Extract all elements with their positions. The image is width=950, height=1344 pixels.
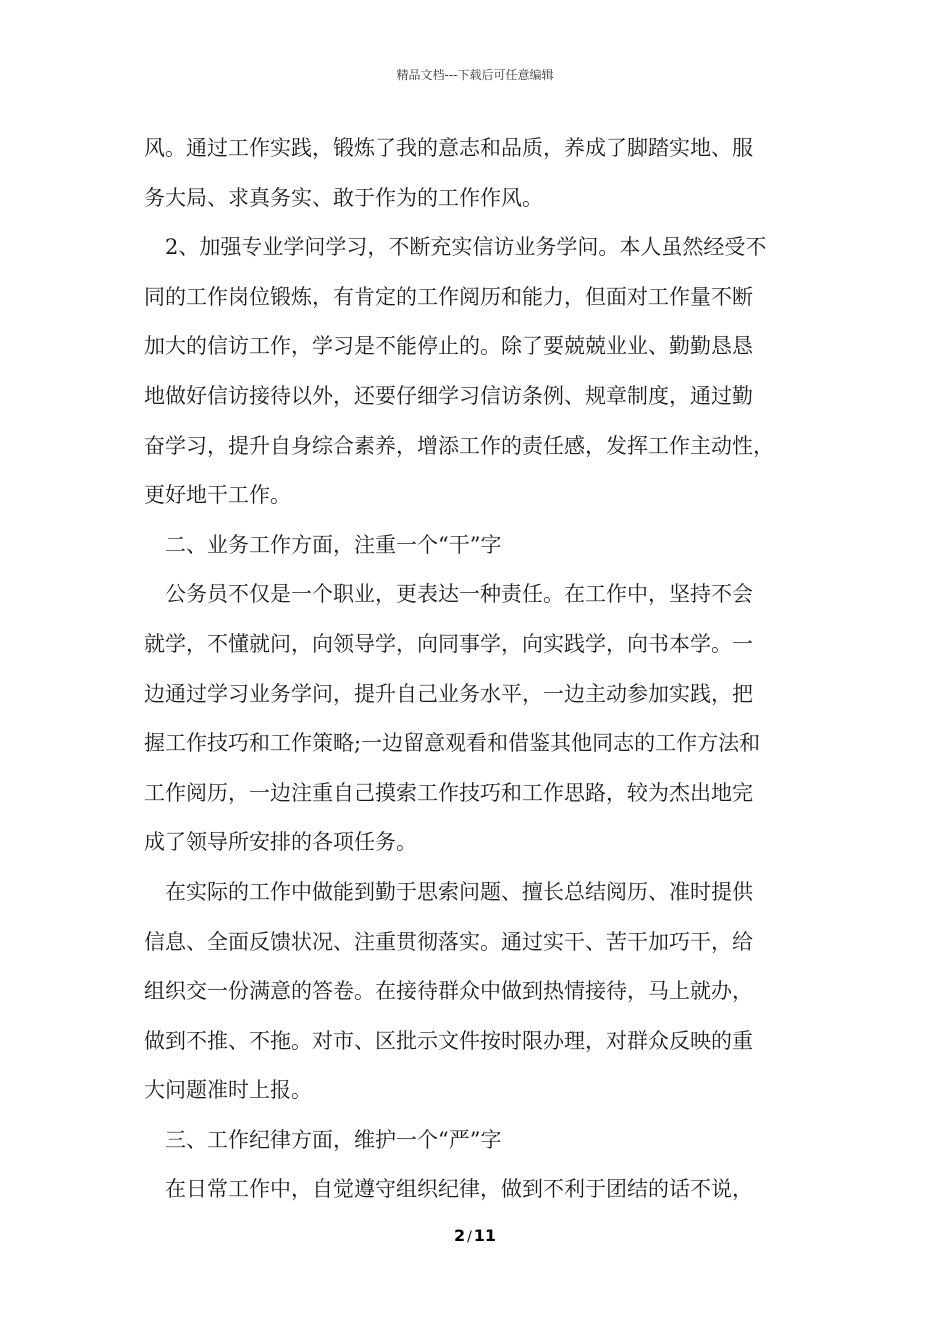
text-line: 握工作技巧和工作策略;一边留意观看和借鉴其他同志的工作方法和 [144,731,761,756]
text-line: 三、工作纪律方面，维护一个“严”字 [165,1127,502,1152]
text-line: 加大的信访工作，学习是不能停止的。除了要兢兢业业、勤勤恳恳 [144,334,753,359]
page-header: 精品文档---下载后可任意编辑 [396,68,554,82]
text-line: 风。通过工作实践，锻炼了我的意志和品质，养成了脚踏实地、服 [144,136,753,160]
text-line: 公务员不仅是一个职业，更表达一种责任。在工作中，坚持不会 [165,582,753,607]
text-line: 务大局、求真务实、敢于作为的工作作风。 [144,185,543,210]
text-line: 就学，不懂就问，向领导学，向同事学，向实践学，向书本学。一 [144,631,753,656]
text-line: 在日常工作中，自觉遵守组织纪律，做到不利于团结的话不说， [165,1177,753,1202]
text-line: 边通过学习业务学问，提升自己业务水平，一边主动参加实践，把 [144,681,753,706]
body-text [144,124,824,1215]
text-line: 同的工作岗位锻炼，有肯定的工作阅历和能力，但面对工作量不断 [144,284,753,309]
text-line: 组织交一份满意的答卷。在接待群众中做到热情接待，马上就办， [144,979,753,1004]
text-line: 在实际的工作中做能到勤于思索问题、擅长总结阅历、准时提供 [165,879,753,904]
text-line: 信息、全面反馈状况、注重贯彻落实。通过实干、苦干加巧干，给 [144,929,753,954]
text-line: 大问题准时上报。 [144,1078,312,1103]
page-number [0,1226,950,1245]
text-line: 二、业务工作方面，注重一个“干”字 [165,532,502,557]
text-line: 奋学习，提升自身综合素养，增添工作的责任感，发挥工作主动性， [144,433,774,458]
text-line: 工作阅历，一边注重自己摸索工作技巧和工作思路，较为杰出地完 [144,780,753,805]
text-line: 更好地干工作。 [144,483,291,508]
total-pages: 11 [473,1226,497,1245]
current-page: 2 [453,1226,466,1245]
page-separator: / [467,1229,472,1245]
text-line: 地做好信访接待以外，还要仔细学习信访条例、规章制度，通过勤 [144,383,753,408]
text-line: 做到不推、不拖。对市、区批示文件按时限办理，对群众反映的重 [144,1028,753,1053]
text-line: 2、加强专业学问学习，不断充实信访业务学问。本人虽然经受不 [165,235,767,260]
text-line: 成了领导所安排的各项任务。 [144,830,417,855]
